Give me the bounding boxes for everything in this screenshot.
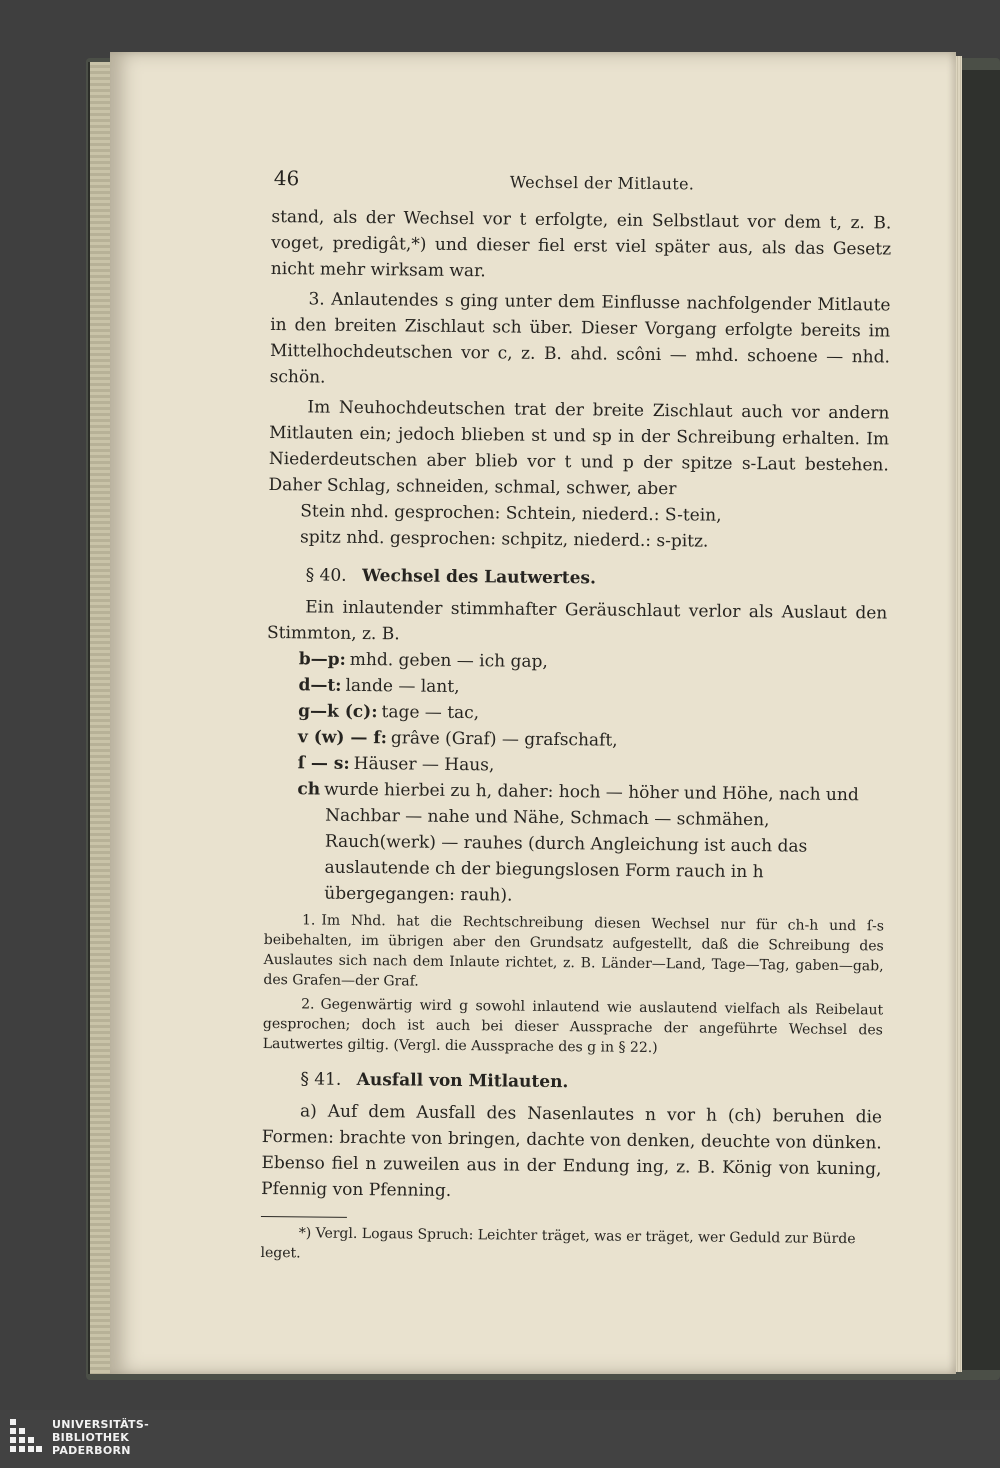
- example-line-stein: Stein nhd. gesprochen: Schtein, niederd.: S-tein,: [300, 501, 722, 526]
- footnote-rule: [261, 1216, 347, 1218]
- pair-key: g—k (c):: [298, 701, 378, 723]
- pair-text: mhd. geben — ich gap,: [349, 649, 548, 672]
- list-item-ch: [296, 776, 885, 912]
- library-name-line: UNIVERSITÄTS-: [52, 1418, 149, 1431]
- note-2: [263, 994, 884, 1060]
- page-header: [272, 160, 892, 206]
- section-40-intro: Ein inlautender stimmhafter Geräuschlaut verlor als Auslaut den Stimmton, z. B.: [266, 597, 888, 645]
- section-number: § 40.: [305, 565, 347, 586]
- pair-text: grâve (Graf) — grafschaft,: [390, 728, 618, 751]
- pair-key: ch: [297, 779, 321, 800]
- note-text: Gegenwärtig wird g sowohl inlautend wie auslautend vielfach als Reibelaut gesprochen; doch ist auch bei dieser Aussprache der angeführte Wechsel des Lautwertes giltig. (Vergl. die Aussprache des g in § 22.): [262, 996, 884, 1057]
- running-head: Wechsel der Mitlaute.: [509, 172, 695, 194]
- pair-key: b—p:: [298, 649, 346, 670]
- note-number: 2.: [301, 996, 315, 1013]
- section-title: Wechsel des Lautwertes.: [361, 565, 597, 589]
- pair-key: v (w) — f:: [297, 727, 388, 749]
- section-number: § 41.: [300, 1069, 342, 1090]
- note-1: [263, 910, 884, 996]
- pair-text: wurde hierbei zu h, daher: hoch — höher und Höhe, nach und Nachbar — nahe und Nähe, Schmach — schmähen, Rauch(werk) — rauhes (durch Angleichung ist auch das auslautende ch der biegungslosen Form rauch in h übergegangen: rauh).: [324, 779, 859, 906]
- page-content: [260, 160, 892, 1269]
- pair-key: ſ — s:: [297, 753, 350, 774]
- paragraph-nhd: Im Neuhochdeutschen trat der breite Zischlaut auch vor andern Mitlauten ein; jedoch blieben st und sp in der Schreibung erhalten. Im Niederdeutschen aber blieb vor t und p der spitze s-Laut bestehen. Daher Schlag, schneiden, schmal, schwer, aber: [268, 397, 890, 500]
- pair-key: d—t:: [298, 675, 342, 696]
- library-logo-icon: [10, 1419, 42, 1459]
- library-footer-bar: [0, 1410, 1000, 1468]
- paragraph-item-3: 3. Anlautendes s ging unter dem Einflusse nachfolgender Mitlaute in den breiten Zischlaut sch über. Dieser Vorgang erfolgte bereits im Mittelhochdeutschen vor c, z. B. ahd. scôni — mhd. schoene — nhd. schön.: [269, 289, 891, 388]
- pair-text: lande — lant,: [345, 675, 460, 697]
- cover-right-edge: [956, 70, 1000, 1370]
- library-name-line: PADERBORN: [52, 1444, 131, 1457]
- section-41-heading: [300, 1064, 882, 1100]
- library-name-line: BIBLIOTHEK: [52, 1431, 130, 1444]
- pair-text: Häuser — Haus,: [353, 753, 495, 776]
- page-number: 46: [273, 166, 300, 191]
- note-number: 1.: [301, 912, 316, 929]
- section-title: Ausfall von Mitlauten.: [356, 1069, 569, 1093]
- note-text: Im Nhd. hat die Rechtschreibung diesen Wechsel nur für ch-h und ſ-s beibehalten, im übrigen aber den Grundsatz aufgestellt, daß die Schreibung des Auslautes sich nach dem Inlaute richtet, z. B. Länder—Land, Tage—Tag, gaben—gab, des Grafen—der Graf.: [263, 912, 885, 990]
- footnote: *) Vergl. Logaus Spruch: Leichter träget, was er träget, wer Geduld zur Bürde leget.: [260, 1225, 856, 1262]
- section-41-paragraph-a: a) Auf dem Ausfall des Nasenlautes n vor h (ch) beruhen die Formen: brachte von bringen, dachte von denken, deuchte von dünken. Ebenso fiel n zuweilen aus in der Endung ing, z. B. König von kuning, Pfennig von Pfenning.: [261, 1101, 883, 1201]
- sound-pair-list: [296, 646, 887, 912]
- example-line-spitz: spitz nhd. gesprochen: schpitz, niederd.: s-pitz.: [299, 527, 709, 552]
- library-name: [52, 1418, 149, 1457]
- section-40-heading: [305, 560, 887, 596]
- pair-text: tage — tac,: [381, 702, 480, 724]
- opening-paragraph: stand, als der Wechsel vor t erfolgte, ein Selbstlaut vor dem t, z. B. voget, predigât,*) und dieser fiel erst viel später aus, als das Gesetz nicht mehr wirksam war.: [270, 206, 892, 282]
